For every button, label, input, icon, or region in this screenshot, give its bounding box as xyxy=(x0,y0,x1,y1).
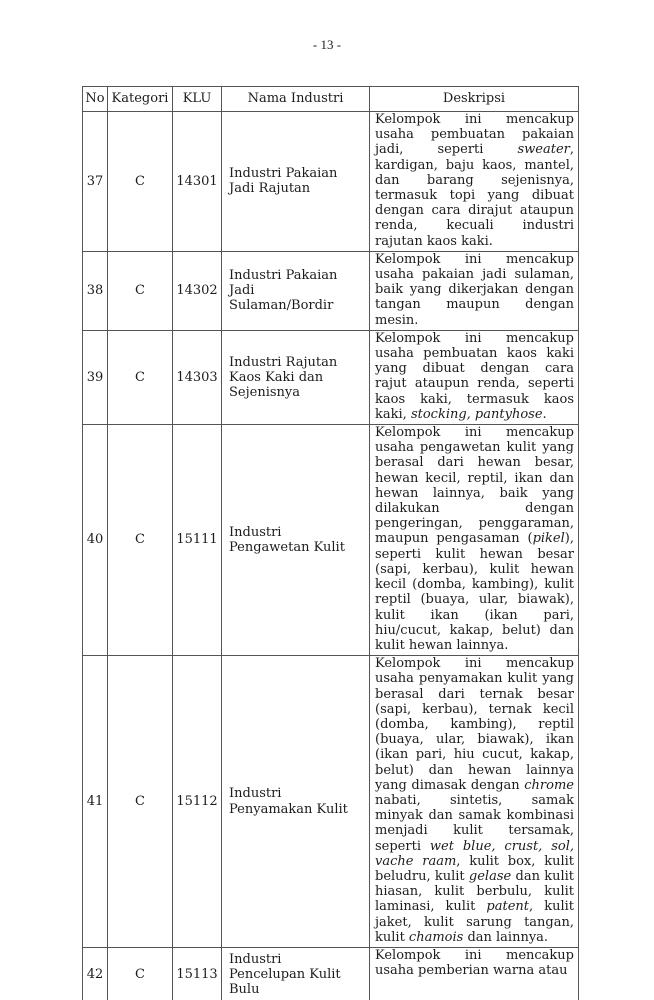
cell-kategori: C xyxy=(108,251,173,330)
cell-nama-industri: Industri Pakaian Jadi Rajutan xyxy=(222,112,370,252)
cell-klu: 14302 xyxy=(173,251,222,330)
cell-kategori: C xyxy=(108,112,173,252)
cell-kategori: C xyxy=(108,330,173,424)
table-row xyxy=(83,330,579,424)
table-header xyxy=(83,87,579,112)
table-header-row xyxy=(83,87,579,112)
table-body xyxy=(83,112,579,1000)
table-row xyxy=(83,656,579,948)
column-header-no: No xyxy=(83,87,108,112)
cell-nama-industri: Industri Pakaian Jadi Sulaman/Bordir xyxy=(222,251,370,330)
column-header-kategori: Kategori xyxy=(108,87,173,112)
cell-deskripsi: Kelompok ini mencakup usaha pengawetan kulit yang berasal dari hewan besar, hewan kecil, reptil, ikan dan hewan lainnya, baik yang dilakukan dengan pengeringan, penggaraman, maupun pengasaman (pikel), seperti kulit hewan besar (sapi, kerbau), kulit hewan kecil (domba, kambing), kulit reptil (buaya, ular, biawak), kulit ikan (ikan pari, hiu/cucut, kakap, belut) dan kulit hewan lainnya. xyxy=(370,425,579,656)
cell-nama-industri: Industri Rajutan Kaos Kaki dan Sejenisnya xyxy=(222,330,370,424)
table-row xyxy=(83,112,579,252)
cell-no: 37 xyxy=(83,112,108,252)
cell-deskripsi: Kelompok ini mencakup usaha pembuatan pakaian jadi, seperti sweater, kardigan, baju kaos, mantel, dan barang sejenisnya, termasuk topi yang dibuat dengan cara dirajut ataupun renda, kecuali industri rajutan kaos kaki. xyxy=(370,112,579,252)
cell-deskripsi: Kelompok ini mencakup usaha pakaian jadi sulaman, baik yang dikerjakan dengan tangan maupun dengan mesin. xyxy=(370,251,579,330)
cell-kategori: C xyxy=(108,656,173,948)
cell-deskripsi: Kelompok ini mencakup usaha penyamakan kulit yang berasal dari ternak besar (sapi, kerbau), ternak kecil (domba, kambing), reptil (buaya, ular, biawak), ikan (ikan pari, hiu cucut, kakap, belut) dan hewan lainnya yang dimasak dengan chrome nabati, sintetis, samak minyak dan samak kombinasi menjadi kulit tersamak, seperti wet blue, crust, sol, vache raam, kulit box, kulit beludru, kulit gelase dan kulit hiasan, kulit berbulu, kulit laminasi, kulit patent, kulit jaket, kulit sarung tangan, kulit chamois dan lainnya. xyxy=(370,656,579,948)
cell-no: 40 xyxy=(83,425,108,656)
cell-klu: 15113 xyxy=(173,947,222,1000)
cell-no: 42 xyxy=(83,947,108,1000)
cell-no: 38 xyxy=(83,251,108,330)
cell-klu: 15112 xyxy=(173,656,222,948)
cell-kategori: C xyxy=(108,947,173,1000)
table-row xyxy=(83,947,579,1000)
cell-klu: 14303 xyxy=(173,330,222,424)
cell-klu: 14301 xyxy=(173,112,222,252)
cell-no: 39 xyxy=(83,330,108,424)
column-header-deskripsi: Deskripsi xyxy=(370,87,579,112)
cell-no: 41 xyxy=(83,656,108,948)
table-row xyxy=(83,425,579,656)
cell-deskripsi: Kelompok ini mencakup usaha pembuatan kaos kaki yang dibuat dengan cara rajut ataupun renda, seperti kaos kaki, termasuk kaos kaki, stocking, pantyhose. xyxy=(370,330,579,424)
cell-deskripsi: Kelompok ini mencakup usaha pemberian warna atau xyxy=(370,947,579,1000)
column-header-klu: KLU xyxy=(173,87,222,112)
cell-kategori: C xyxy=(108,425,173,656)
page-number: - 13 - xyxy=(312,37,342,52)
cell-nama-industri: Industri Penyamakan Kulit xyxy=(222,656,370,948)
cell-nama-industri: Industri Pencelupan Kulit Bulu xyxy=(222,947,370,1000)
cell-nama-industri: Industri Pengawetan Kulit xyxy=(222,425,370,656)
cell-klu: 15111 xyxy=(173,425,222,656)
column-header-nama-industri: Nama Industri xyxy=(222,87,370,112)
table-row xyxy=(83,251,579,330)
klu-table xyxy=(82,86,579,1000)
